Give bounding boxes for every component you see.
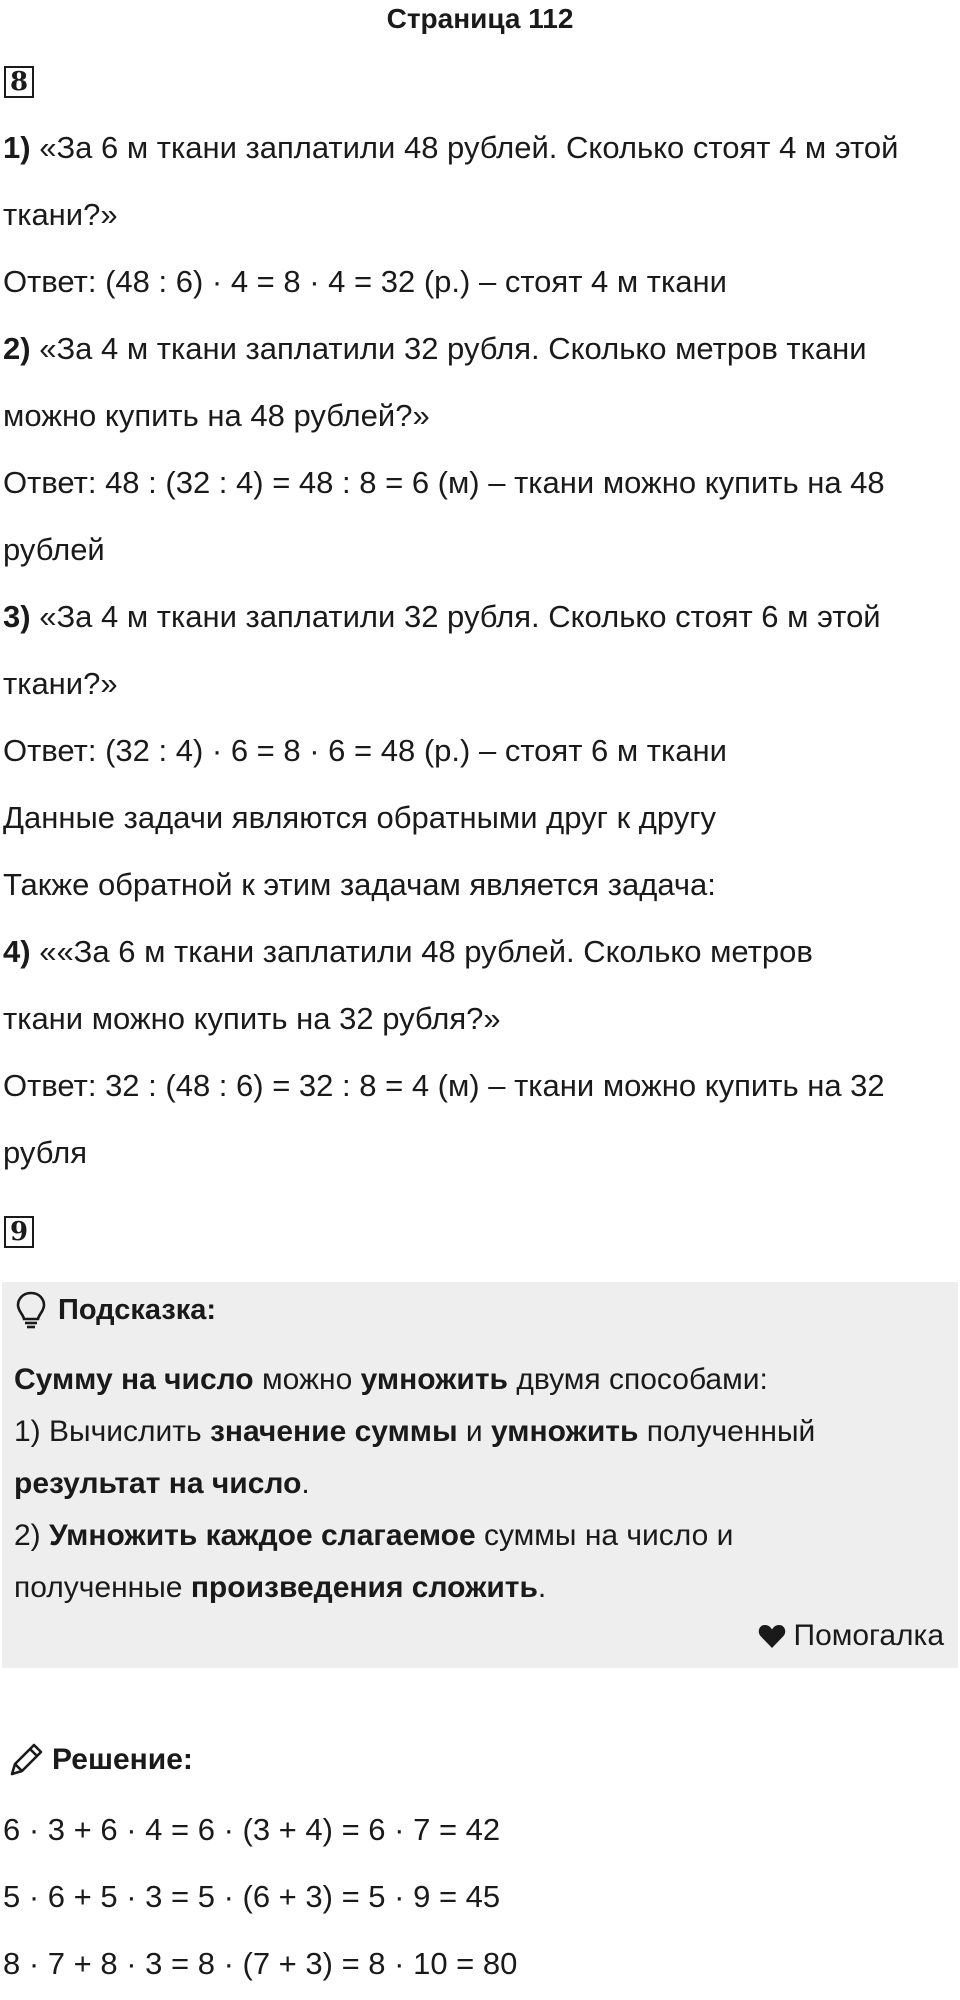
question-text: «За 4 м ткани заплатили 32 рубля. Сколько стоят 6 м этой [39,599,881,634]
solution-line-3: 8 · 7 + 8 · 3 = 8 · (7 + 3) = 8 · 10 = 80 [3,1946,518,1981]
hint-bold: результат на число [14,1467,302,1500]
pencil-icon [6,1740,46,1780]
answer-2-line-a: Ответ: 48 : (32 : 4) = 48 : 8 = 6 (м) – ткани можно купить на 48 [3,465,885,500]
question-number: 2) [3,331,31,366]
hint-bold: произведения сложить [190,1571,538,1604]
hint-text: двумя способами: [508,1363,768,1396]
question-number: 1) [3,130,31,165]
answer-4-line-b: рубля [3,1135,87,1170]
answer-4-line-a: Ответ: 32 : (48 : 6) = 32 : 8 = 4 (м) – ткани можно купить на 32 [3,1068,885,1103]
hint-bold: умножить [491,1415,639,1448]
hint-title: Подсказка: [58,1294,217,1326]
answer-3: Ответ: (32 : 4) · 6 = 8 · 6 = 48 (р.) – стоят 6 м ткани [3,733,727,768]
hint-line-4 [14,1516,733,1556]
hint-text: 1) Вычислить [14,1415,210,1448]
task-number-8: 8 [4,66,34,98]
hint-text: и [457,1415,492,1448]
question-text: ««За 6 м ткани заплатили 48 рублей. Сколько метров [39,934,813,969]
hint-text: . [301,1467,310,1500]
heart-icon [758,1623,786,1649]
question-text: «За 4 м ткани заплатили 32 рубля. Сколько метров ткани [39,331,867,366]
hint-text: полученный [638,1415,816,1448]
brand-label: Помогалка [793,1619,944,1652]
hint-bold: Сумму на число [14,1363,254,1396]
question-1-line-a [3,128,898,168]
hint-bold: умножить [360,1363,508,1396]
solution-title: Решение: [52,1743,193,1776]
hint-line-5 [14,1568,546,1608]
hint-line-3 [14,1464,310,1504]
brand-pomogalka[interactable] [758,1616,945,1656]
hint-text: 2) [14,1519,50,1552]
hint-text: можно [253,1363,361,1396]
hint-text: суммы на число и [475,1519,734,1552]
question-number: 4) [3,934,31,969]
solution-line-2: 5 · 6 + 5 · 3 = 5 · (6 + 3) = 5 · 9 = 45 [3,1879,501,1914]
question-text: «За 6 м ткани заплатили 48 рублей. Сколько стоят 4 м этой [39,130,899,165]
question-4-line-b: ткани можно купить на 32 рубля?» [3,1001,501,1036]
hint-line-1 [14,1360,768,1400]
question-2-line-b: можно купить на 48 рублей?» [3,398,430,433]
task-number-9: 9 [4,1216,34,1248]
note-inverse-tasks: Данные задачи являются обратными друг к другу [3,800,717,835]
answer-1: Ответ: (48 : 6) · 4 = 8 · 4 = 32 (р.) – стоят 4 м ткани [3,264,727,299]
note-also-inverse: Также обратной к этим задачам является задача: [3,867,716,902]
solution-line-1: 6 · 3 + 6 · 4 = 6 · (3 + 4) = 6 · 7 = 42 [3,1812,501,1847]
page-title: Страница 112 [386,3,574,34]
question-number: 3) [3,599,31,634]
question-3-line-a [3,597,881,637]
lightbulb-icon [14,1290,48,1330]
question-2-line-a [3,329,867,369]
question-1-line-b: ткани?» [3,197,118,232]
hint-text: полученные [14,1571,191,1604]
hint-bold: Умножить каждое слагаемое [49,1519,476,1552]
hint-text: . [537,1571,547,1604]
question-3-line-b: ткани?» [3,666,118,701]
question-4-line-a [3,932,813,972]
hint-line-2 [14,1412,815,1452]
hint-bold: значение суммы [209,1415,458,1448]
answer-2-line-b: рублей [3,532,105,567]
